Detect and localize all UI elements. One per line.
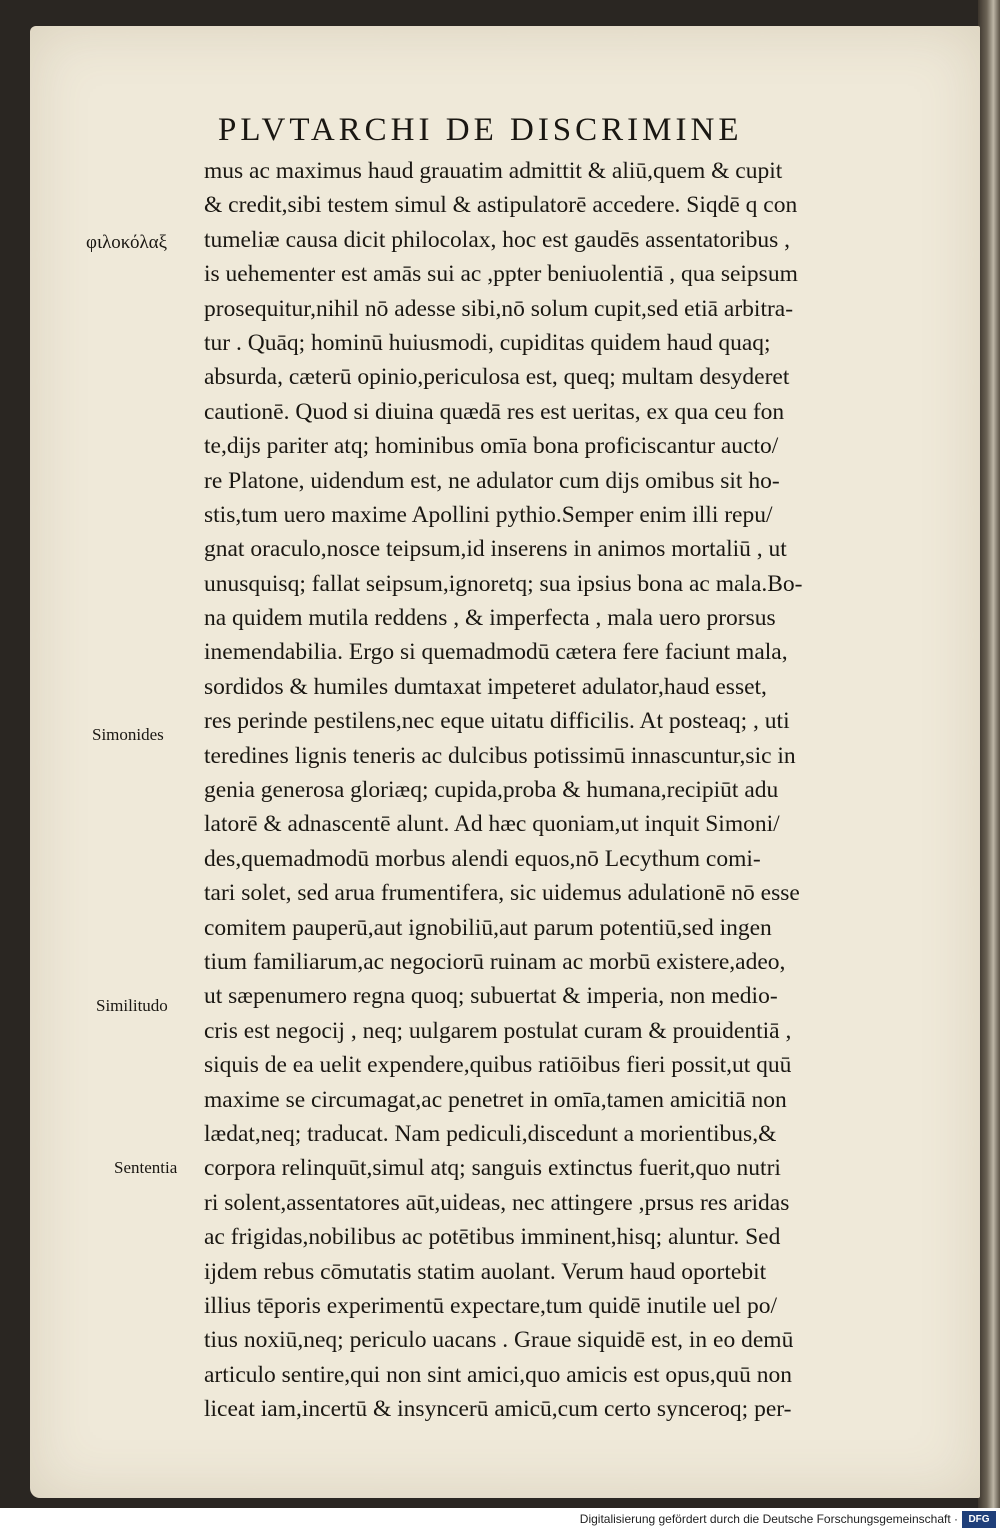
text-line: genia generosa gloriæq; cupida,proba & humana,recipiūt adu: [204, 777, 779, 804]
text-line: cautionē. Quod si diuina quædā res est ueritas, ex qua ceu fon: [204, 398, 785, 425]
text-line: is uehementer est amās sui ac ,ppter beniuolentiā , qua seipsum: [204, 261, 798, 288]
text-line: re Platone, uidendum est, ne adulator cum dijs omibus sit ho-: [204, 467, 780, 494]
text-line: articulo sentire,qui non sint amici,quo amicis est opus,quū non: [204, 1361, 793, 1388]
running-head: PLVTARCHI DE DISCRIMINE: [218, 112, 743, 148]
text-line: res perinde pestilens,nec eque uitatu difficilis. At posteaq; , uti: [204, 708, 790, 735]
text-line: stis,tum uero maxime Apollini pythio.Semper enim illi repu/: [204, 501, 773, 528]
dfg-logo: DFG: [962, 1511, 996, 1528]
footer-bar: [0, 1508, 1000, 1532]
text-line: teredines lignis teneris ac dulcibus potissimū innascuntur,sic in: [204, 742, 796, 769]
marginal-note-sententia: Sententia: [114, 1158, 178, 1177]
text-line: corpora relinquūt,simul atq; sanguis extinctus fuerit,quo nutri: [204, 1155, 781, 1182]
text-line: ut sæpenumero regna quoq; subuertat & imperia, non medio-: [204, 983, 778, 1010]
text-line: tari solet, sed arua frumentifera, sic uidemus adulationē nō esse: [204, 880, 800, 907]
text-line: & credit,sibi testem simul & astipulatorē accedere. Siqdē q con: [204, 192, 798, 219]
text-line: unusquisq; fallat seipsum,ignoretq; sua ipsius bona ac mala.Bo-: [204, 570, 803, 597]
marginal-note-simonides: Simonides: [92, 725, 164, 744]
marginal-note-similitudo: Similitudo: [96, 996, 168, 1015]
marginal-note-greek: φιλοκόλαξ: [86, 232, 168, 253]
text-line: ijdem rebus cōmutatis statim auolant. Verum haud oportebit: [204, 1258, 767, 1285]
text-line: siquis de ea uelit expendere,quibus ratiōibus fieri possit,ut quū: [204, 1052, 792, 1079]
text-line: ri solent,assentatores aūt,uideas, nec attingere ,prsus res aridas: [204, 1189, 790, 1216]
text-line: liceat iam,incertū & insyncerū amicū,cum certo synceroq; per-: [204, 1396, 792, 1423]
book-gutter: [978, 0, 1000, 1508]
text-line: mus ac maximus haud grauatim admittit & aliū,quem & cupit: [204, 158, 783, 184]
text-line: maxime se circumagat,ac penetret in omīa,tamen amicitiā non: [204, 1086, 787, 1113]
text-line: te,dijs pariter atq; hominibus omīa bona proficiscantur aucto/: [204, 433, 779, 460]
text-line: lædat,neq; traducat. Nam pediculi,discedunt a morientibus,&: [204, 1120, 777, 1147]
text-line: illius tēporis experimentū expectare,tum quidē inutile uel po/: [204, 1292, 777, 1319]
text-line: ac frigidas,nobilibus ac potētibus imminent,hisq; aluntur. Sed: [204, 1224, 781, 1251]
footer-credit: Digitalisierung gefördert durch die Deutsche Forschungsgemeinschaft ·: [579, 1512, 958, 1526]
text-line: des,quemadmodū morbus alendi equos,nō Lecythum comi-: [204, 845, 761, 872]
text-line: na quidem mutila reddens , & imperfecta , mala uero prorsus: [204, 605, 776, 632]
text-line: latorē & adnascentē alunt. Ad hæc quoniam,ut inquit Simoni/: [204, 811, 780, 838]
text-line: tumeliæ causa dicit philocolax, hoc est gaudēs assentatoribus ,: [204, 226, 791, 253]
text-line: comitem pauperū,aut ignobiliū,aut parum potentiū,sed ingen: [204, 914, 772, 941]
text-line: tium familiarum,ac negociorū ruinam ac morbū existere,adeo,: [204, 948, 786, 975]
main-text-block: [204, 154, 904, 1426]
text-line: cris est negocij , neq; uulgarem postulat curam & prouidentiā ,: [204, 1017, 792, 1044]
text-line: sordidos & humiles dumtaxat impeteret adulator,haud esset,: [204, 673, 767, 700]
text-line: tur . Quāq; hominū huiusmodi, cupiditas quidem haud quaq;: [204, 329, 771, 356]
text-line: gnat oraculo,nosce teipsum,id inserens in animos mortaliū , ut: [204, 536, 787, 563]
text-line: tius noxiū,neq; periculo uacans . Graue siquidē est, in eo demū: [204, 1327, 794, 1354]
text-line: prosequitur,nihil nō adesse sibi,nō solum cupit,sed etiā arbitra-: [204, 295, 794, 322]
text-line: absurda, cæterū opinio,periculosa est, queq; multam desyderet: [204, 364, 790, 391]
text-line: inemendabilia. Ergo si quemadmodū cætera fere faciunt mala,: [204, 639, 788, 666]
